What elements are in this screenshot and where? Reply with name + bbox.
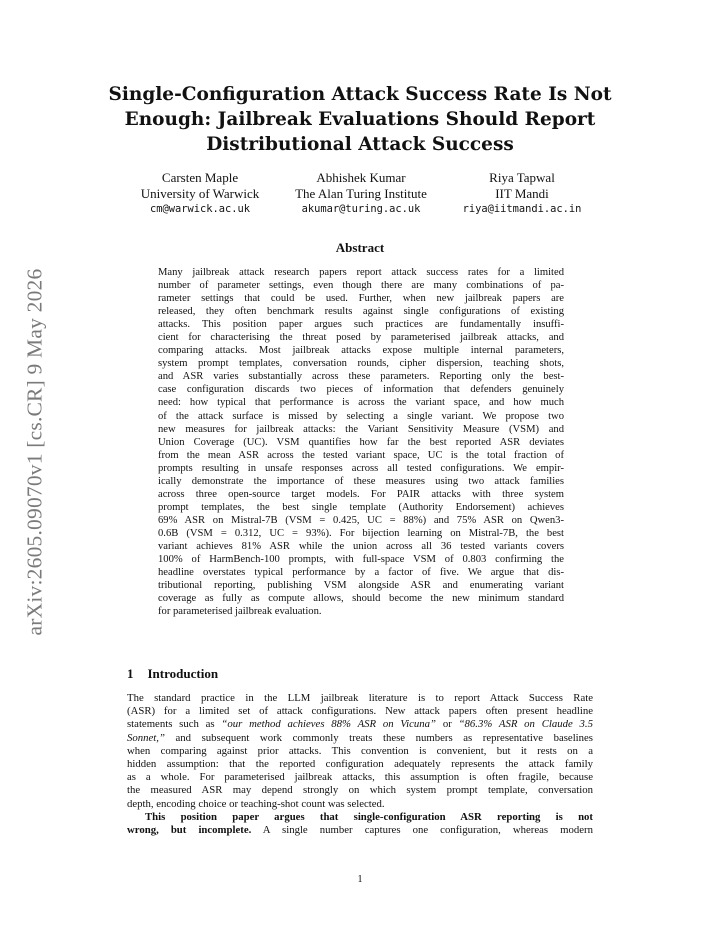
- intro-text: A single number captures one configuration, whereas modern: [251, 823, 593, 836]
- intro-line: (ASR) for a limited set of attack configurations. New attack papers often present headline: [127, 705, 593, 718]
- author-name: Riya Tapwal: [489, 170, 555, 185]
- paper-title: [100, 82, 620, 157]
- abstract-line: new measures for jailbreak attacks: the Variant Sensitivity Measure (VSM) and: [158, 423, 564, 435]
- abstract-line: prompt templates, the best single template (Authority Endorsement) achieves: [158, 501, 564, 513]
- intro-quote: “our method achieves 88% ASR on Vicuna”: [221, 718, 437, 731]
- section-number: 1: [127, 666, 134, 681]
- abstract-line: cient for characterising the threat posed by parameterised jailbreak attacks, and: [158, 332, 564, 344]
- arxiv-identifier-text: arXiv:2605.09070v1 [cs.CR] 9 May 2026: [22, 268, 47, 636]
- page-number: 1: [357, 874, 363, 885]
- abstract-line: attacks. This position paper argues such practices are fundamentally insuffi-: [158, 319, 564, 331]
- abstract-line: ically demonstrate the importance of these measures using two attack families: [158, 475, 564, 487]
- author-affiliation: University of Warwick: [140, 185, 260, 201]
- intro-line: the measured ASR may depend strongly on which system prompt template, conversation: [127, 784, 593, 797]
- abstract-line: tributional reporting, publishing VSM alongside ASR and enumerating variant: [158, 580, 564, 592]
- author-email[interactable]: riya@iitmandi.ac.in: [462, 203, 582, 215]
- author-affiliation: The Alan Turing Institute: [295, 185, 427, 201]
- section-heading-introduction: [127, 666, 218, 682]
- abstract-line: from the mean ASR across the tested variant space, UC is the total fraction of: [158, 449, 564, 461]
- abstract-line: for parameterised jailbreak evaluation.: [158, 606, 322, 618]
- author-name: Carsten Maple: [161, 170, 239, 185]
- abstract-line: number of parameter settings, even though there are many combinations of pa-: [158, 280, 564, 292]
- intro-line: depth, encoding choice or teaching-shot count was selected.: [127, 797, 385, 810]
- intro-text: statements such as: [127, 718, 222, 731]
- abstract-line: Many jailbreak attack research papers report attack success rates for a limited: [158, 267, 564, 278]
- intro-line: The standard practice in the LLM jailbreak literature is to report Attack Success Rate: [127, 692, 593, 704]
- abstract-line: prompts resulting in unsafe responses across all tested configurations. We empir-: [158, 462, 564, 474]
- intro-text: and subsequent work commonly treats these numbers as representative baselines: [164, 731, 593, 744]
- intro-line: [127, 718, 593, 731]
- abstract-heading: Abstract: [335, 240, 385, 255]
- abstract-line: of the attack surface is missed by selecting a single variant. We propose two: [158, 410, 564, 422]
- intro-line: as a whole. For parameterised jailbreak attacks, this assumption is often fragile, because: [127, 771, 593, 784]
- title-line: Single-Configuration Attack Success Rate Is Not: [108, 84, 612, 105]
- author-affiliation: IIT Mandi: [495, 185, 549, 201]
- author-3: [463, 170, 582, 218]
- abstract-line: need: how typical that performance is across the variant space, and how much: [158, 397, 564, 409]
- abstract-line: 0.6B (VSM = 0.312, UC = 93%). For bijection learning on Mistral-7B, the best: [158, 527, 564, 539]
- intro-line: when comparing against prior attacks. This convention is convenient, but it rests on a: [127, 744, 593, 757]
- section-title: Introduction: [147, 666, 219, 681]
- intro-quote: Sonnet,”: [127, 731, 165, 744]
- abstract-line: coverage as fully as compute allows, should become the new minimum standard: [158, 593, 564, 605]
- author-2: [295, 170, 427, 218]
- intro-quote: “86.3% ASR on Claude 3.5: [458, 718, 593, 731]
- intro-line: [127, 824, 593, 837]
- abstract-line: system prompt templates, conversation rounds, cipher dispersion, teaching shots,: [158, 358, 564, 370]
- introduction-body: [127, 692, 593, 837]
- intro-thesis-bold: wrong, but incomplete.: [127, 823, 252, 836]
- abstract-line: headline overstates typical performance by a factor of five. We argue that dis-: [158, 567, 564, 579]
- author-email[interactable]: cm@warwick.ac.uk: [149, 203, 251, 215]
- abstract-line: rameter settings that could be used. Further, when new jailbreak papers are: [158, 293, 564, 305]
- intro-line: hidden assumption: that the reported configuration adequately represents the attack family: [127, 757, 593, 770]
- abstract-line: 69% ASR on Mistral-7B (VSM = 0.425, UC = 88%) and 75% ASR on Qwen3-: [158, 514, 564, 526]
- author-email[interactable]: akumar@turing.ac.uk: [301, 203, 421, 215]
- abstract-line: case configuration discards two pieces of information that defenders genuinely: [158, 384, 564, 396]
- abstract-line: comparing attacks. Most jailbreak attacks expose multiple internal parameters,: [158, 345, 564, 357]
- abstract-line: 100% of HarmBench-100 prompts, with full-space VSM of 0.803 confirming the: [158, 554, 564, 566]
- abstract-line: variant achieves 81% ASR while the union across all 36 tested variants covers: [158, 540, 564, 552]
- intro-text: or: [436, 718, 459, 731]
- abstract-line: across three open-source target models. For PAIR attacks with three system: [158, 488, 564, 500]
- abstract-line: and ASR varies substantially across these parameters. Reporting only the best-: [158, 371, 564, 383]
- author-1: [141, 170, 260, 218]
- intro-line-thesis: This position paper argues that single-configuration ASR reporting is not: [145, 810, 593, 823]
- intro-line: [127, 732, 593, 745]
- title-line: Distributional Attack Success: [206, 134, 514, 155]
- abstract-line: Union Coverage (UC). VSM quantifies how far the best reported ASR deviates: [158, 436, 564, 448]
- title-line: Enough: Jailbreak Evaluations Should Report: [124, 109, 596, 130]
- author-name: Abhishek Kumar: [316, 170, 406, 185]
- arxiv-identifier: [18, 262, 52, 642]
- abstract-line: released, they often benchmark results against single configurations of existing: [158, 306, 564, 318]
- abstract-body: [158, 266, 564, 618]
